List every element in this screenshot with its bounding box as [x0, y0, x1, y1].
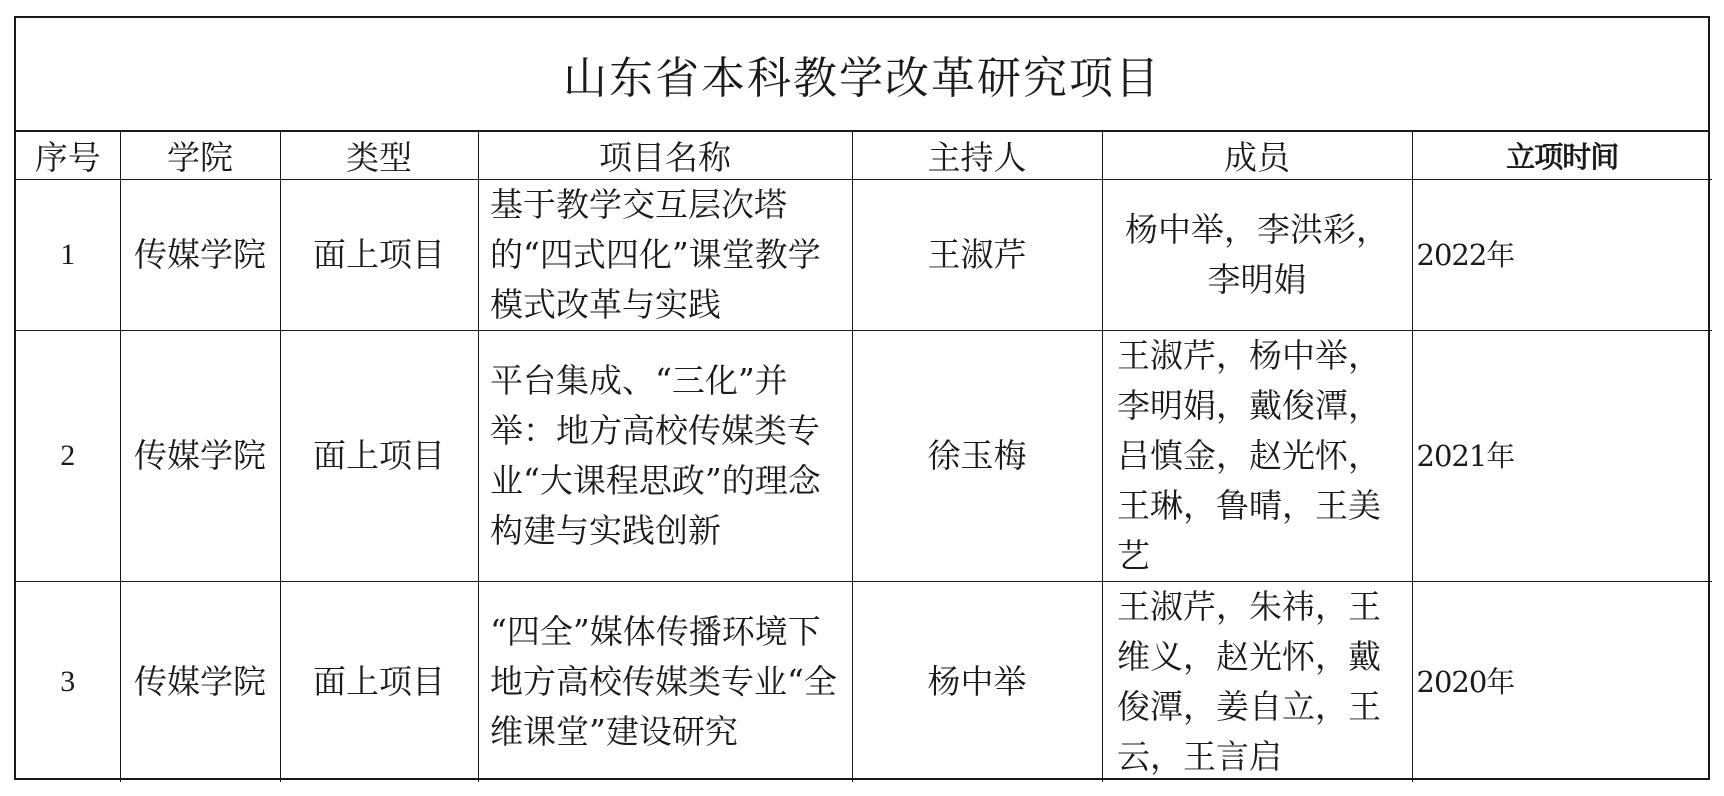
project-table-sheet	[14, 16, 1710, 780]
table-row	[16, 331, 1712, 582]
cell-college: 传媒学院	[120, 331, 280, 582]
cell-college: 传媒学院	[120, 180, 280, 331]
cell-host: 王淑芹	[852, 180, 1102, 331]
header-host: 主持人	[852, 132, 1102, 180]
members-text: 王淑芹，朱祎，王维义，赵光怀，戴俊潭，姜自立，王云，王言启	[1117, 587, 1381, 776]
cell-college: 传媒学院	[120, 582, 280, 783]
members-text: 杨中举，李洪彩，李明娟	[1125, 210, 1389, 299]
cell-year: 2022年	[1412, 180, 1712, 331]
cell-index: 3	[16, 582, 120, 783]
cell-host: 徐玉梅	[852, 331, 1102, 582]
table-title: 山东省本科教学改革研究项目	[16, 18, 1708, 132]
cell-index: 1	[16, 180, 120, 331]
cell-type: 面上项目	[280, 331, 478, 582]
cell-year: 2020年	[1412, 582, 1712, 783]
cell-members	[1102, 180, 1412, 331]
cell-host: 杨中举	[852, 582, 1102, 783]
cell-project-name	[478, 582, 852, 783]
cell-project-name	[478, 331, 852, 582]
header-college: 学院	[120, 132, 280, 180]
header-project-name: 项目名称	[478, 132, 852, 180]
header-members: 成员	[1102, 132, 1412, 180]
members-text: 王淑芹，杨中举，李明娟，戴俊潭，吕慎金，赵光怀，王琳，鲁晴，王美艺	[1117, 336, 1381, 575]
header-year: 立项时间	[1412, 132, 1712, 180]
header-index: 序号	[16, 132, 120, 180]
cell-members	[1102, 331, 1412, 582]
project-table	[16, 132, 1712, 782]
cell-index: 2	[16, 331, 120, 582]
cell-project-name	[478, 180, 852, 331]
table-row	[16, 180, 1712, 331]
cell-members	[1102, 582, 1412, 783]
project-name-text: 平台集成、“三化”并举：地方高校传媒类专业“大课程思政”的理念构建与实践创新	[490, 361, 821, 550]
project-name-text: 基于教学交互层次塔的“四式四化”课堂教学模式改革与实践	[490, 185, 821, 324]
cell-type: 面上项目	[280, 180, 478, 331]
cell-type: 面上项目	[280, 582, 478, 783]
header-row	[16, 132, 1712, 180]
table-row	[16, 582, 1712, 783]
project-name-text: “四全”媒体传播环境下地方高校传媒类专业“全维课堂”建设研究	[490, 612, 837, 751]
cell-year: 2021年	[1412, 331, 1712, 582]
header-type: 类型	[280, 132, 478, 180]
